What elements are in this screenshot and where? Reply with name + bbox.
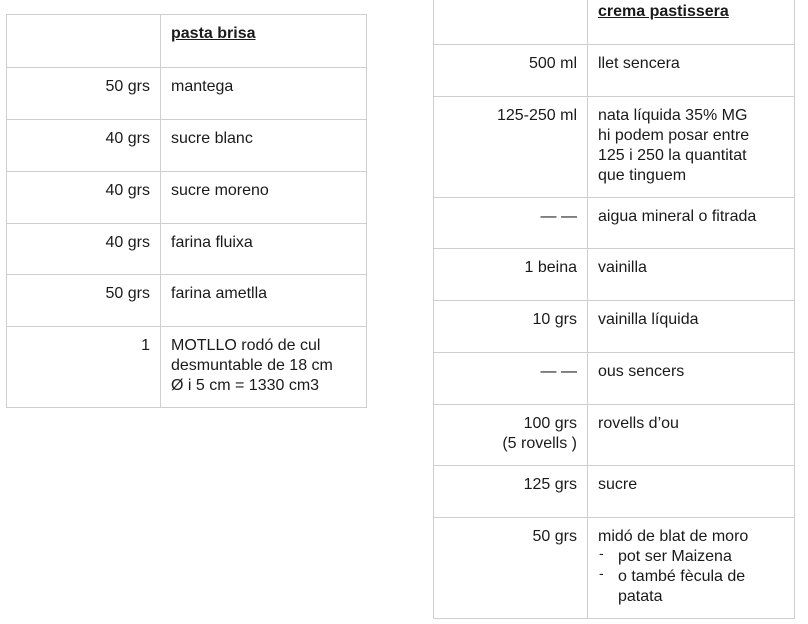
ingredient-qty: 125-250 ml — [434, 97, 588, 198]
ingredient-line: nata líquida 35% MG — [598, 107, 748, 124]
ingredient-qty: 10 grs — [434, 301, 588, 353]
ingredient-name: vainilla — [588, 249, 795, 301]
ingredient-row — [434, 518, 795, 619]
ingredient-name: mantega — [161, 68, 367, 120]
ingredient-row — [434, 353, 795, 405]
qty-line: 100 grs — [523, 415, 577, 432]
ingredient-row — [7, 327, 367, 408]
header-qty-cell — [7, 15, 161, 68]
ingredient-qty: — — — [434, 198, 588, 249]
ingredient-line: midó de blat de moro — [598, 528, 749, 545]
ingredient-row — [434, 301, 795, 353]
ingredient-row — [434, 466, 795, 518]
bullet-item — [598, 567, 784, 607]
ingredient-qty: 500 ml — [434, 45, 588, 97]
ingredient-row — [434, 198, 795, 249]
ingredient-qty: 40 grs — [7, 172, 161, 224]
header-qty-cell — [434, 0, 588, 45]
ingredient-qty: 1 — [7, 327, 161, 408]
ingredient-name: ous sencers — [588, 353, 795, 405]
table-header-row — [7, 15, 367, 68]
ingredient-row — [434, 97, 795, 198]
ingredient-qty: 40 grs — [7, 120, 161, 172]
header-item-cell — [161, 15, 367, 68]
ingredient-row — [7, 224, 367, 275]
ingredient-qty: 50 grs — [7, 275, 161, 327]
bullet-item — [598, 547, 784, 567]
ingredient-qty: 125 grs — [434, 466, 588, 518]
ingredient-qty: 50 grs — [7, 68, 161, 120]
crema-pastissera-heading: crema pastissera — [598, 3, 729, 20]
ingredient-name: farina ametlla — [161, 275, 367, 327]
dash-bullet-icon: - — [599, 545, 604, 561]
ingredient-line: MOTLLO rodó de cul — [171, 337, 321, 354]
ingredient-name: vainilla líquida — [588, 301, 795, 353]
ingredient-qty: 1 beina — [434, 249, 588, 301]
ingredient-name: aigua mineral o fitrada — [588, 198, 795, 249]
ingredient-row — [434, 405, 795, 466]
table-header-row — [434, 0, 795, 45]
header-item-cell — [588, 0, 795, 45]
ingredient-line: hi podem posar entre — [598, 127, 750, 144]
ingredient-name — [588, 97, 795, 198]
ingredient-row — [434, 45, 795, 97]
ingredient-name — [588, 518, 795, 619]
bullet-text: o també fècula de patata — [618, 568, 746, 605]
ingredient-row — [7, 275, 367, 327]
ingredient-row — [7, 120, 367, 172]
ingredient-name: llet sencera — [588, 45, 795, 97]
ingredient-name: sucre moreno — [161, 172, 367, 224]
ingredient-line: 125 i 250 la quantitat — [598, 147, 747, 164]
ingredient-name: rovells d’ou — [588, 405, 795, 466]
ingredient-name: sucre blanc — [161, 120, 367, 172]
ingredient-name — [161, 327, 367, 408]
bullet-text: pot ser Maizena — [618, 548, 732, 565]
ingredient-row — [7, 172, 367, 224]
ingredient-qty — [434, 405, 588, 466]
ingredient-qty: 50 grs — [434, 518, 588, 619]
ingredient-row — [7, 68, 367, 120]
ingredient-line: desmuntable de 18 cm — [171, 357, 333, 374]
ingredient-name: farina fluixa — [161, 224, 367, 275]
ingredient-qty: 40 grs — [7, 224, 161, 275]
ingredient-row — [434, 249, 795, 301]
dash-bullet-icon: - — [599, 565, 604, 581]
ingredient-name: sucre — [588, 466, 795, 518]
ingredient-line: Ø i 5 cm = 1330 cm3 — [171, 377, 320, 394]
pasta-brisa-table — [6, 14, 367, 408]
pasta-brisa-heading: pasta brisa — [171, 25, 256, 42]
ingredient-line: que tinguem — [598, 167, 687, 184]
ingredient-qty: — — — [434, 353, 588, 405]
qty-line: (5 rovells ) — [502, 435, 577, 452]
crema-pastissera-table — [433, 0, 795, 619]
